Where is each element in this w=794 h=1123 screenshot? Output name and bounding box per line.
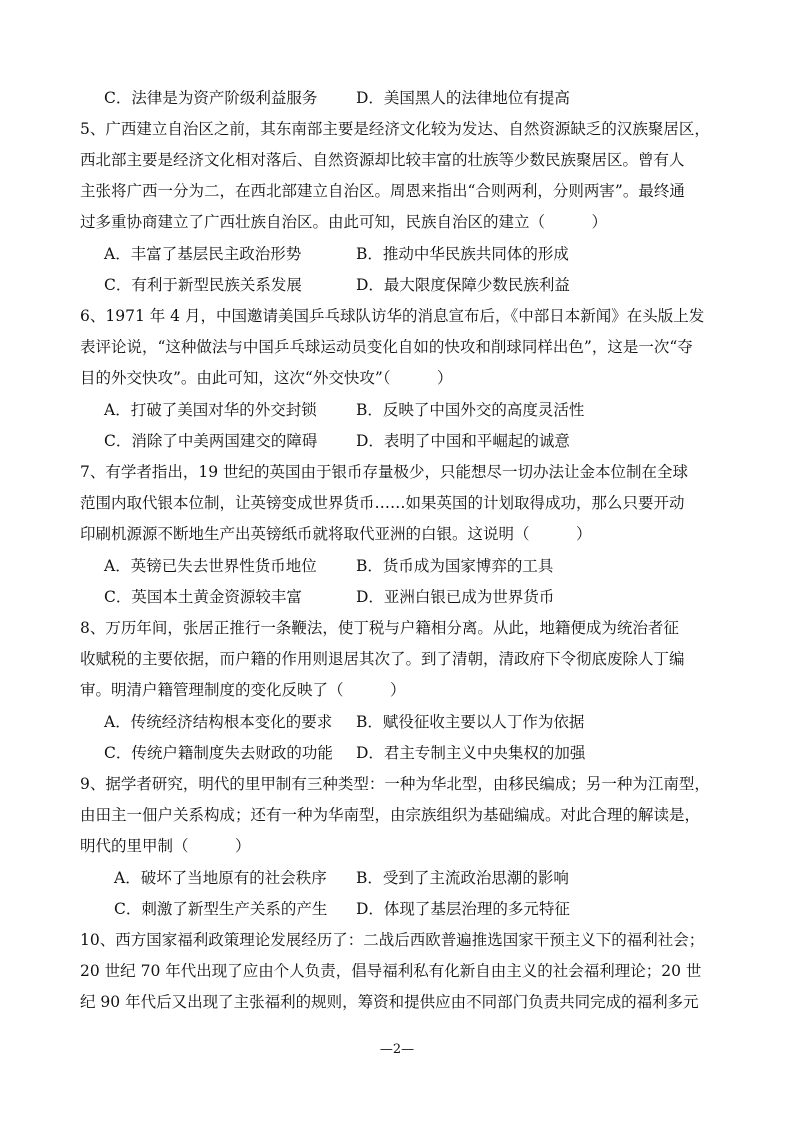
page-number: —2— — [379, 1042, 415, 1057]
q7-stem-line-2: 范围内取代银本位制，让英镑变成世界货币……如果英国的计划取得成功，那么只要开动 — [80, 494, 685, 512]
q4-option-c: C．法律是为资产阶级利益服务 — [104, 89, 318, 107]
q8-stem-line-2: 收赋税的主要依据，而户籍的作用则退居其次了。到了清朝，清政府下令彻底废除人丁编 — [80, 650, 685, 668]
q7-option-c: C．英国本土黄金资源较丰富 — [104, 588, 302, 606]
q9-option-c: C．刺激了新型生产关系的产生 — [114, 900, 328, 918]
q6-stem-line-3: 目的外交快攻”。由此可知，这次“外交快攻”（ ） — [80, 369, 453, 387]
q8-option-a: A．传统经济结构根本变化的要求 — [104, 713, 333, 731]
q8-stem-line-1: 8、万历年间，张居正推行一条鞭法，使丁税与户籍相分离。从此，地籍便成为统治者征 — [80, 619, 679, 637]
q4-option-d: D．美国黑人的法律地位有提高 — [356, 89, 570, 107]
q6-option-d: D．表明了中国和平崛起的诚意 — [356, 432, 570, 450]
q5-stem-line-4: 过多重协商建立了广西壮族自治区。由此可知，民族自治区的建立（ ） — [80, 213, 608, 231]
q5-option-a: A．丰富了基层民主政治形势 — [104, 245, 302, 263]
q9-stem-line-1: 9、据学者研究，明代的里甲制有三种类型：一种为华北型，由移民编成；另一种为江南型， — [80, 775, 710, 793]
q6-stem-line-1: 6、1971 年 4 月，中国邀请美国乒乓球队访华的消息宣布后，《中部日本新闻》在头版上发 — [80, 307, 705, 325]
q9-option-d: D．体现了基层治理的多元特征 — [356, 900, 570, 918]
q6-option-c: C．消除了中美两国建交的障碍 — [104, 432, 318, 450]
q9-option-a: A．破坏了当地原有的社会秩序 — [114, 869, 327, 887]
q8-option-c: C．传统户籍制度失去财政的功能 — [104, 744, 333, 762]
q7-stem-line-1: 7、有学者指出，19 世纪的英国由于银币存量极少，只能想尽一切办法让金本位制在全球 — [80, 463, 689, 481]
q6-stem-line-2: 表评论说，“这种做法与中国乒乓球运动员变化自如的快攻和削球同样出色”，这是一次“夺 — [80, 338, 693, 356]
q10-stem-line-1: 10、西方国家福利政策理论发展经历了：二战后西欧普遍推选国家干预主义下的福利社会； — [80, 931, 705, 949]
q5-option-b: B．推动中华民族共同体的形成 — [356, 245, 569, 263]
q7-option-b: B．货币成为国家博弈的工具 — [356, 557, 554, 575]
q5-stem-line-1: 5、广西建立自治区之前，其东南部主要是经济文化较为发达、自然资源缺乏的汉族聚居区， — [80, 120, 710, 138]
q5-stem-line-3: 主张将广西一分为二，在西北部建立自治区。周恩来指出“合则两利，分则两害”。最终通 — [80, 182, 685, 200]
q7-option-a: A．英镑已失去世界性货币地位 — [104, 557, 317, 575]
q9-option-b: B．受到了主流政治思潮的影响 — [356, 869, 569, 887]
q6-option-b: B．反映了中国外交的高度灵活性 — [356, 401, 585, 419]
q8-option-b: B．赋役征收主要以人丁作为依据 — [356, 713, 585, 731]
q8-stem-line-3: 审。明清户籍管理制度的变化反映了（ ） — [80, 681, 406, 699]
q10-stem-line-2: 20 世纪 70 年代出现了应由个人负责，倡导福利私有化新自由主义的社会福利理论；20 世 — [80, 962, 702, 980]
q8-option-d: D．君主专制主义中央集权的加强 — [356, 744, 586, 762]
q7-option-d: D．亚洲白银已成为世界货币 — [356, 588, 555, 606]
q9-stem-line-3: 明代的里甲制（ ） — [80, 837, 251, 855]
q5-option-c: C．有利于新型民族关系发展 — [104, 276, 302, 294]
q5-option-d: D．最大限度保障少数民族利益 — [356, 276, 570, 294]
q5-stem-line-2: 西北部主要是经济文化相对落后、自然资源却比较丰富的壮族等少数民族聚居区。曾有人 — [80, 151, 685, 169]
q7-stem-line-3: 印刷机源源不断地生产出英镑纸币就将取代亚洲的白银。这说明（ ） — [80, 525, 592, 543]
q9-stem-line-2: 由田主一佃户关系构成；还有一种为华南型，由宗族组织为基础编成。对此合理的解读是， — [80, 806, 701, 824]
q10-stem-line-3: 纪 90 年代后又出现了主张福利的规则，筹资和提供应由不同部门负责共同完成的福利多元 — [80, 993, 699, 1011]
q6-option-a: A．打破了美国对华的外交封锁 — [104, 401, 317, 419]
